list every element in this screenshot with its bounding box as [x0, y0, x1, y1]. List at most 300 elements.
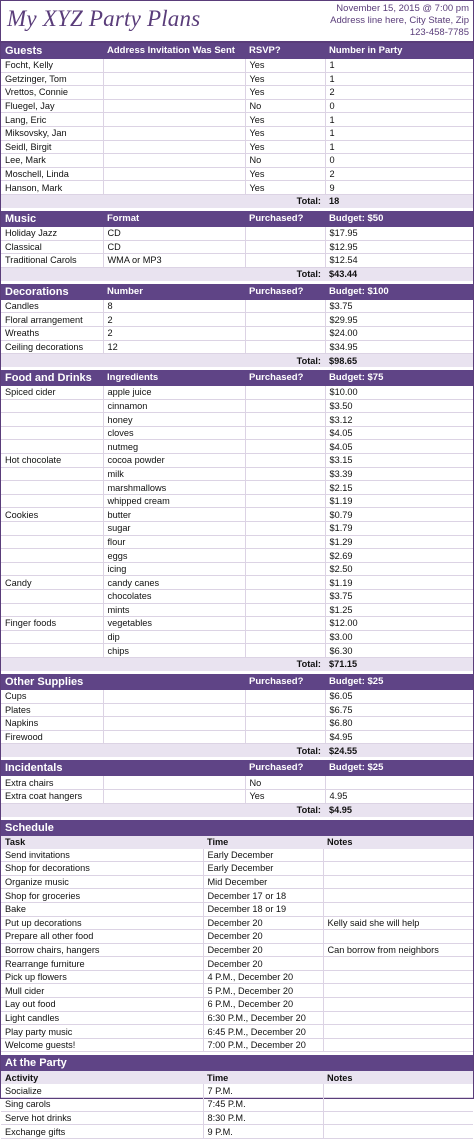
schedule-cell[interactable] — [323, 862, 473, 876]
guests-cell[interactable]: 1 — [325, 72, 473, 86]
schedule-cell[interactable]: Play party music — [1, 1025, 203, 1039]
guests-cell[interactable]: Yes — [245, 167, 325, 181]
guests-cell[interactable]: Lee, Mark — [1, 154, 103, 168]
guests-cell[interactable] — [103, 140, 245, 154]
decorations-cell[interactable]: 2 — [103, 326, 245, 340]
music-cell[interactable]: CD — [103, 227, 245, 240]
guests-column-header: Number in Party — [325, 43, 473, 59]
food-row — [1, 522, 473, 536]
supplies-table — [1, 674, 473, 757]
guests-cell[interactable]: Focht, Kelly — [1, 59, 103, 72]
incidentals-cell[interactable]: 4.95 — [325, 789, 473, 803]
food-cell[interactable]: $3.75 — [325, 590, 473, 604]
schedule-cell[interactable]: Send invitations — [1, 849, 203, 862]
food-cell[interactable]: $2.50 — [325, 562, 473, 576]
supplies-cell[interactable]: $6.80 — [325, 717, 473, 731]
food-cell[interactable]: dip — [103, 630, 245, 644]
music-cell[interactable] — [245, 240, 325, 254]
schedule-row — [1, 1038, 473, 1052]
food-cell[interactable]: $2.69 — [325, 549, 473, 563]
guests-cell[interactable] — [103, 181, 245, 195]
guests-cell[interactable]: No — [245, 154, 325, 168]
schedule-cell[interactable] — [323, 1025, 473, 1039]
schedule-cell[interactable]: Can borrow from neighbors — [323, 943, 473, 957]
party-cell[interactable]: 7 P.M. — [203, 1084, 323, 1097]
food-cell[interactable]: milk — [103, 467, 245, 481]
food-cell[interactable] — [245, 399, 325, 413]
incidentals-cell[interactable]: Extra chairs — [1, 776, 103, 789]
food-cell[interactable]: $3.12 — [325, 413, 473, 427]
supplies-cell[interactable] — [103, 703, 245, 717]
decorations-total-spacer — [103, 354, 245, 368]
incidentals-cell[interactable]: Extra coat hangers — [1, 789, 103, 803]
schedule-cell[interactable]: Welcome guests! — [1, 1038, 203, 1052]
decorations-cell[interactable]: $34.95 — [325, 340, 473, 354]
decorations-cell[interactable]: $3.75 — [325, 300, 473, 313]
schedule-cell[interactable] — [323, 902, 473, 916]
decorations-cell[interactable]: Floral arrangement — [1, 313, 103, 327]
guests-total-row — [1, 194, 473, 208]
guests-cell[interactable]: Yes — [245, 140, 325, 154]
schedule-cell[interactable]: Prepare all other food — [1, 930, 203, 944]
schedule-row — [1, 875, 473, 889]
food-cell[interactable]: $3.15 — [325, 454, 473, 468]
guests-cell[interactable]: 2 — [325, 86, 473, 100]
guests-column-header: RSVP? — [245, 43, 325, 59]
guests-cell[interactable]: Yes — [245, 126, 325, 140]
decorations-cell[interactable]: 12 — [103, 340, 245, 354]
food-row — [1, 603, 473, 617]
party-cell[interactable]: 7:45 P.M. — [203, 1098, 323, 1112]
supplies-total-label: Total: — [245, 744, 325, 758]
food-cell[interactable] — [1, 549, 103, 563]
supplies-cell[interactable]: Cups — [1, 690, 103, 703]
food-cell[interactable]: $0.79 — [325, 508, 473, 522]
food-cell[interactable]: whipped cream — [103, 494, 245, 508]
guests-cell[interactable]: Moschell, Linda — [1, 167, 103, 181]
schedule-cell[interactable]: Organize music — [1, 875, 203, 889]
food-cell[interactable]: sugar — [103, 522, 245, 536]
guests-cell[interactable]: Hanson, Mark — [1, 181, 103, 195]
food-cell[interactable] — [245, 386, 325, 399]
food-cell[interactable]: $4.05 — [325, 440, 473, 454]
food-cell[interactable]: honey — [103, 413, 245, 427]
schedule-cell[interactable] — [323, 1011, 473, 1025]
incidentals-column-header — [103, 760, 245, 776]
guests-cell[interactable]: 0 — [325, 154, 473, 168]
food-cell[interactable] — [1, 522, 103, 536]
food-cell[interactable]: $1.79 — [325, 522, 473, 536]
guests-table — [1, 43, 473, 208]
food-cell[interactable]: $1.25 — [325, 603, 473, 617]
party-title: At the Party — [1, 1055, 473, 1071]
food-cell[interactable]: cinnamon — [103, 399, 245, 413]
schedule-cell[interactable] — [323, 849, 473, 862]
party-cell[interactable]: Exchange gifts — [1, 1125, 203, 1139]
decorations-row — [1, 326, 473, 340]
schedule-row — [1, 984, 473, 998]
food-cell[interactable] — [1, 590, 103, 604]
food-cell[interactable]: $10.00 — [325, 386, 473, 399]
food-row — [1, 454, 473, 468]
schedule-row — [1, 943, 473, 957]
food-cell[interactable] — [245, 440, 325, 454]
food-cell[interactable] — [245, 562, 325, 576]
decorations-header-row — [1, 284, 473, 300]
guests-cell[interactable] — [103, 154, 245, 168]
food-cell[interactable] — [245, 522, 325, 536]
food-cell[interactable] — [245, 413, 325, 427]
guests-cell[interactable]: Yes — [245, 181, 325, 195]
food-cell[interactable] — [1, 644, 103, 658]
food-cell[interactable]: chocolates — [103, 590, 245, 604]
food-cell[interactable]: $1.29 — [325, 535, 473, 549]
supplies-cell[interactable] — [103, 717, 245, 731]
guests-total-label: Total: — [245, 194, 325, 208]
food-cell[interactable] — [245, 630, 325, 644]
food-cell[interactable] — [1, 481, 103, 495]
food-row — [1, 562, 473, 576]
food-row — [1, 508, 473, 522]
decorations-total-label: Total: — [245, 354, 325, 368]
food-cell[interactable] — [245, 644, 325, 658]
music-cell[interactable] — [245, 227, 325, 240]
food-cell[interactable]: apple juice — [103, 386, 245, 399]
guests-cell[interactable]: Seidl, Birgit — [1, 140, 103, 154]
guests-cell[interactable]: Yes — [245, 86, 325, 100]
food-cell[interactable] — [1, 440, 103, 454]
guests-cell[interactable] — [103, 126, 245, 140]
guests-cell[interactable] — [103, 59, 245, 72]
schedule-header-row — [1, 836, 473, 849]
guests-cell[interactable] — [103, 72, 245, 86]
schedule-cell[interactable] — [323, 970, 473, 984]
food-cell[interactable] — [245, 481, 325, 495]
food-cell[interactable] — [245, 454, 325, 468]
music-cell[interactable]: CD — [103, 240, 245, 254]
music-column-header: Format — [103, 211, 245, 227]
schedule-cell[interactable]: Light candles — [1, 1011, 203, 1025]
schedule-cell[interactable]: 7:00 P.M., December 20 — [203, 1038, 323, 1052]
food-cell[interactable] — [245, 494, 325, 508]
food-cell[interactable]: $1.19 — [325, 494, 473, 508]
food-cell[interactable]: Spiced cider — [1, 386, 103, 399]
schedule-cell[interactable]: 6 P.M., December 20 — [203, 998, 323, 1012]
event-date: November 15, 2015 @ 7:00 pm — [336, 3, 469, 14]
supplies-cell[interactable] — [245, 717, 325, 731]
food-cell[interactable]: $6.30 — [325, 644, 473, 658]
guests-cell[interactable]: 1 — [325, 126, 473, 140]
guests-cell[interactable]: 1 — [325, 59, 473, 72]
supplies-cell[interactable]: $4.95 — [325, 730, 473, 744]
schedule-cell[interactable]: Shop for decorations — [1, 862, 203, 876]
supplies-column-header — [103, 674, 245, 690]
incidentals-total-spacer — [1, 803, 103, 817]
schedule-cell[interactable]: 5 P.M., December 20 — [203, 984, 323, 998]
food-cell[interactable]: $3.39 — [325, 467, 473, 481]
schedule-cell[interactable]: December 18 or 19 — [203, 902, 323, 916]
food-cell[interactable]: butter — [103, 508, 245, 522]
guests-cell[interactable]: Miksovsky, Jan — [1, 126, 103, 140]
guests-cell[interactable]: 2 — [325, 167, 473, 181]
food-cell[interactable]: $3.50 — [325, 399, 473, 413]
decorations-cell[interactable]: $24.00 — [325, 326, 473, 340]
food-total-spacer — [1, 657, 103, 671]
food-cell[interactable]: candy canes — [103, 576, 245, 590]
food-cell[interactable]: Finger foods — [1, 617, 103, 631]
music-cell[interactable]: WMA or MP3 — [103, 254, 245, 268]
guests-cell[interactable]: 0 — [325, 99, 473, 113]
food-cell[interactable]: icing — [103, 562, 245, 576]
food-cell[interactable] — [1, 494, 103, 508]
food-cell[interactable] — [1, 603, 103, 617]
incidentals-cell[interactable] — [103, 776, 245, 789]
schedule-cell[interactable] — [323, 1038, 473, 1052]
party-cell[interactable]: 9 P.M. — [203, 1125, 323, 1139]
guests-row — [1, 59, 473, 72]
food-cell[interactable] — [245, 617, 325, 631]
decorations-column-header: Decorations — [1, 284, 103, 300]
incidentals-cell[interactable]: Yes — [245, 789, 325, 803]
supplies-row — [1, 717, 473, 731]
food-header-row — [1, 370, 473, 386]
party-row — [1, 1084, 473, 1097]
music-cell[interactable]: $12.95 — [325, 240, 473, 254]
decorations-cell[interactable]: 8 — [103, 300, 245, 313]
food-cell[interactable] — [245, 426, 325, 440]
music-cell[interactable]: Classical — [1, 240, 103, 254]
schedule-cell[interactable]: Mull cider — [1, 984, 203, 998]
guests-row — [1, 99, 473, 113]
supplies-cell[interactable] — [103, 730, 245, 744]
schedule-cell[interactable]: December 17 or 18 — [203, 889, 323, 903]
food-cell[interactable]: $4.05 — [325, 426, 473, 440]
schedule-cell[interactable]: 6:30 P.M., December 20 — [203, 1011, 323, 1025]
guests-row — [1, 72, 473, 86]
decorations-row — [1, 300, 473, 313]
decorations-cell[interactable] — [245, 313, 325, 327]
schedule-cell[interactable]: Early December — [203, 862, 323, 876]
schedule-cell[interactable]: Kelly said she will help — [323, 916, 473, 930]
food-cell[interactable] — [245, 603, 325, 617]
food-cell[interactable]: $12.00 — [325, 617, 473, 631]
supplies-total-row — [1, 744, 473, 758]
supplies-total-value: $24.55 — [325, 744, 473, 758]
incidentals-cell[interactable]: No — [245, 776, 325, 789]
guests-column-header: Address Invitation Was Sent — [103, 43, 245, 59]
food-row — [1, 481, 473, 495]
guests-cell[interactable] — [103, 99, 245, 113]
schedule-cell[interactable]: Mid December — [203, 875, 323, 889]
music-cell[interactable]: Holiday Jazz — [1, 227, 103, 240]
decorations-table — [1, 284, 473, 367]
food-cell[interactable]: cloves — [103, 426, 245, 440]
food-cell[interactable] — [1, 413, 103, 427]
supplies-cell[interactable]: Firewood — [1, 730, 103, 744]
music-header-row — [1, 211, 473, 227]
guests-cell[interactable]: Lang, Eric — [1, 113, 103, 127]
decorations-cell[interactable]: Ceiling decorations — [1, 340, 103, 354]
guests-cell[interactable]: Yes — [245, 113, 325, 127]
food-cell[interactable] — [245, 576, 325, 590]
guests-row — [1, 167, 473, 181]
party-cell[interactable] — [323, 1125, 473, 1139]
food-total-value: $71.15 — [325, 657, 473, 671]
food-row — [1, 494, 473, 508]
food-cell[interactable]: Cookies — [1, 508, 103, 522]
party-column-header: Activity — [1, 1071, 203, 1084]
food-cell[interactable]: mints — [103, 603, 245, 617]
supplies-cell[interactable]: Plates — [1, 703, 103, 717]
guests-cell[interactable]: Getzinger, Tom — [1, 72, 103, 86]
schedule-row — [1, 998, 473, 1012]
guests-header-row — [1, 43, 473, 59]
food-cell[interactable]: flour — [103, 535, 245, 549]
decorations-cell[interactable] — [245, 326, 325, 340]
food-column-header: Budget: $75 — [325, 370, 473, 386]
decorations-cell[interactable]: Wreaths — [1, 326, 103, 340]
food-cell[interactable] — [245, 590, 325, 604]
schedule-title-row — [1, 820, 473, 836]
music-cell[interactable] — [245, 254, 325, 268]
schedule-table — [1, 820, 473, 1053]
supplies-row — [1, 690, 473, 703]
food-cell[interactable]: Candy — [1, 576, 103, 590]
supplies-cell[interactable]: Napkins — [1, 717, 103, 731]
decorations-cell[interactable]: 2 — [103, 313, 245, 327]
event-phone: 123-458-7785 — [409, 27, 469, 38]
food-cell[interactable] — [245, 508, 325, 522]
decorations-total-spacer — [1, 354, 103, 368]
schedule-row — [1, 1025, 473, 1039]
party-cell[interactable]: Sing carols — [1, 1098, 203, 1112]
food-cell[interactable] — [1, 426, 103, 440]
food-cell[interactable] — [245, 467, 325, 481]
guests-total-value: 18 — [325, 194, 473, 208]
party-cell[interactable] — [323, 1084, 473, 1097]
schedule-cell[interactable] — [323, 998, 473, 1012]
food-cell[interactable] — [1, 467, 103, 481]
schedule-cell[interactable]: December 20 — [203, 957, 323, 971]
schedule-row — [1, 957, 473, 971]
guests-row — [1, 86, 473, 100]
schedule-cell[interactable] — [323, 930, 473, 944]
schedule-cell[interactable]: Borrow chairs, hangers — [1, 943, 203, 957]
supplies-cell[interactable] — [245, 703, 325, 717]
food-row — [1, 576, 473, 590]
schedule-row — [1, 1011, 473, 1025]
food-cell[interactable]: Hot chocolate — [1, 454, 103, 468]
food-column-header: Purchased? — [245, 370, 325, 386]
supplies-cell[interactable] — [103, 690, 245, 703]
schedule-cell[interactable]: 6:45 P.M., December 20 — [203, 1025, 323, 1039]
food-cell[interactable] — [245, 549, 325, 563]
party-cell[interactable]: 8:30 P.M. — [203, 1111, 323, 1125]
schedule-cell[interactable]: Lay out food — [1, 998, 203, 1012]
schedule-cell[interactable]: 4 P.M., December 20 — [203, 970, 323, 984]
food-cell[interactable] — [1, 630, 103, 644]
supplies-cell[interactable] — [245, 730, 325, 744]
supplies-cell[interactable]: $6.05 — [325, 690, 473, 703]
schedule-cell[interactable]: December 20 — [203, 943, 323, 957]
party-cell[interactable]: Serve hot drinks — [1, 1111, 203, 1125]
food-cell[interactable]: cocoa powder — [103, 454, 245, 468]
schedule-row — [1, 862, 473, 876]
food-cell[interactable] — [245, 535, 325, 549]
guests-cell[interactable]: Yes — [245, 59, 325, 72]
incidentals-cell[interactable] — [103, 789, 245, 803]
music-cell[interactable]: $17.95 — [325, 227, 473, 240]
food-column-header: Food and Drinks — [1, 370, 103, 386]
party-cell[interactable]: Socialize — [1, 1084, 203, 1097]
food-cell[interactable]: chips — [103, 644, 245, 658]
food-cell[interactable]: eggs — [103, 549, 245, 563]
food-row — [1, 590, 473, 604]
supplies-cell[interactable] — [245, 690, 325, 703]
guests-cell[interactable]: No — [245, 99, 325, 113]
food-cell[interactable] — [1, 399, 103, 413]
music-cell[interactable]: $12.54 — [325, 254, 473, 268]
guests-cell[interactable]: 9 — [325, 181, 473, 195]
guests-cell[interactable]: 1 — [325, 113, 473, 127]
food-row — [1, 617, 473, 631]
schedule-cell[interactable] — [323, 889, 473, 903]
schedule-cell[interactable] — [323, 984, 473, 998]
food-cell[interactable]: vegetables — [103, 617, 245, 631]
incidentals-cell[interactable] — [325, 776, 473, 789]
guests-cell[interactable] — [103, 113, 245, 127]
schedule-cell[interactable]: Rearrange furniture — [1, 957, 203, 971]
food-cell[interactable]: $3.00 — [325, 630, 473, 644]
party-cell[interactable] — [323, 1111, 473, 1125]
schedule-cell[interactable]: December 20 — [203, 930, 323, 944]
guests-cell[interactable] — [103, 86, 245, 100]
decorations-cell[interactable]: Candles — [1, 300, 103, 313]
guests-cell[interactable]: Vrettos, Connie — [1, 86, 103, 100]
guests-cell[interactable] — [103, 167, 245, 181]
schedule-cell[interactable]: Pick up flowers — [1, 970, 203, 984]
incidentals-total-value: $4.95 — [325, 803, 473, 817]
schedule-row — [1, 902, 473, 916]
decorations-column-header: Budget: $100 — [325, 284, 473, 300]
decorations-cell[interactable] — [245, 300, 325, 313]
schedule-cell[interactable]: Put up decorations — [1, 916, 203, 930]
food-cell[interactable]: marshmallows — [103, 481, 245, 495]
decorations-cell[interactable] — [245, 340, 325, 354]
food-cell[interactable] — [1, 535, 103, 549]
schedule-cell[interactable]: Early December — [203, 849, 323, 862]
food-cell[interactable] — [1, 562, 103, 576]
food-row — [1, 535, 473, 549]
food-cell[interactable]: $1.19 — [325, 576, 473, 590]
music-cell[interactable]: Traditional Carols — [1, 254, 103, 268]
guests-cell[interactable]: 1 — [325, 140, 473, 154]
guests-cell[interactable]: Yes — [245, 72, 325, 86]
sheet-header — [1, 1, 473, 43]
party-cell[interactable] — [323, 1098, 473, 1112]
schedule-cell[interactable]: Bake — [1, 902, 203, 916]
decorations-cell[interactable]: $29.95 — [325, 313, 473, 327]
music-total-row — [1, 267, 473, 281]
food-cell[interactable]: nutmeg — [103, 440, 245, 454]
food-cell[interactable]: $2.15 — [325, 481, 473, 495]
schedule-cell[interactable] — [323, 875, 473, 889]
supplies-cell[interactable]: $6.75 — [325, 703, 473, 717]
schedule-cell[interactable] — [323, 957, 473, 971]
schedule-cell[interactable]: December 20 — [203, 916, 323, 930]
guests-cell[interactable]: Fluegel, Jay — [1, 99, 103, 113]
schedule-cell[interactable]: Shop for groceries — [1, 889, 203, 903]
